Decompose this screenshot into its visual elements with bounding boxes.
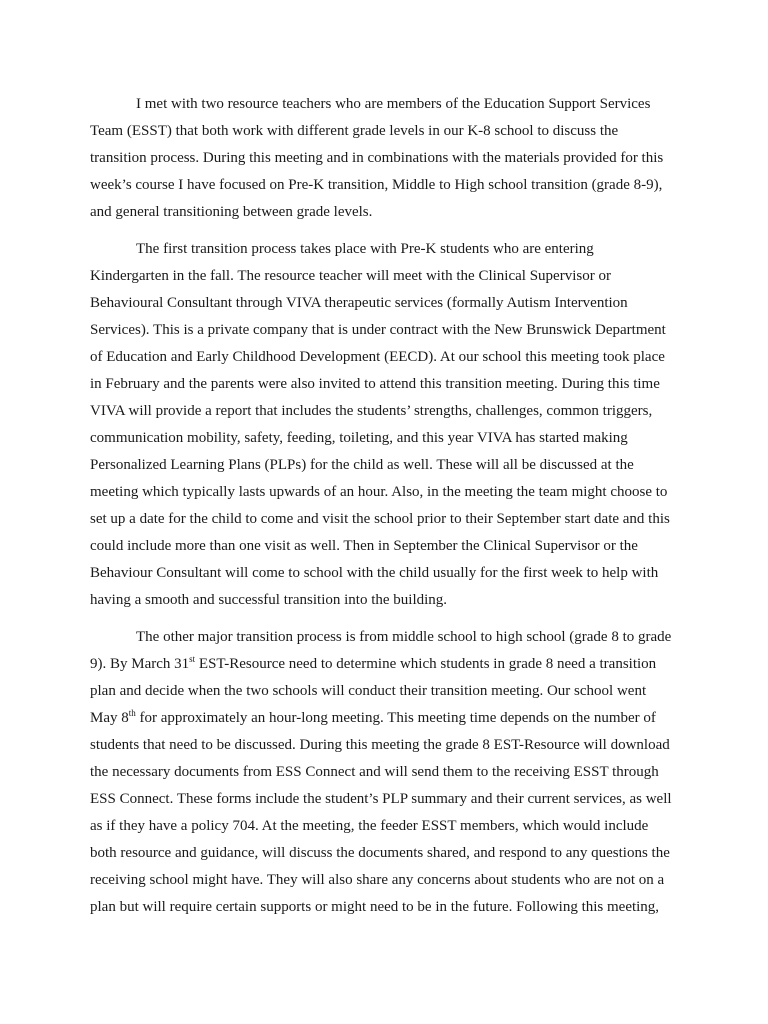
text-segment: VIVA will provide a report that includes the students’ strengths, challenges, common triggers, bbox=[90, 403, 653, 419]
text-line bbox=[90, 651, 684, 678]
text-segment: set up a date for the child to come and visit the school prior to their September start date and this bbox=[90, 511, 670, 527]
text-segment: 9). By March 31 bbox=[90, 656, 190, 672]
text-segment: plan and decide when the two schools will conduct their transition meeting. Our school went bbox=[90, 683, 647, 699]
text-line bbox=[90, 398, 684, 425]
text-line bbox=[90, 813, 684, 840]
text-segment: as if they have a policy 704. At the meeting, the feeder ESST members, which would include bbox=[90, 818, 649, 834]
text-line bbox=[90, 894, 684, 921]
text-segment: May 8 bbox=[90, 710, 129, 726]
text-line bbox=[90, 199, 684, 226]
text-segment: The first transition process takes place with Pre-K students who are entering bbox=[136, 241, 594, 257]
text-segment: ESS Connect. These forms include the student’s PLP summary and their current services, as well bbox=[90, 791, 672, 807]
text-line bbox=[90, 236, 684, 263]
document-body bbox=[90, 91, 684, 931]
text-segment: transition process. During this meeting and in combinations with the materials provided for this bbox=[90, 150, 664, 166]
text-line bbox=[90, 840, 684, 867]
paragraph bbox=[90, 91, 684, 226]
text-segment: The other major transition process is from middle school to high school (grade 8 to grade bbox=[136, 629, 672, 645]
text-line bbox=[90, 145, 684, 172]
text-line bbox=[90, 290, 684, 317]
text-segment: receiving school might have. They will also share any concerns about students who are not on a bbox=[90, 872, 665, 888]
text-segment: and general transitioning between grade levels. bbox=[90, 204, 373, 220]
text-line bbox=[90, 533, 684, 560]
text-line bbox=[90, 560, 684, 587]
text-segment: the necessary documents from ESS Connect and will send them to the receiving ESST through bbox=[90, 764, 659, 780]
text-line bbox=[90, 759, 684, 786]
text-line bbox=[90, 587, 684, 614]
text-line bbox=[90, 452, 684, 479]
text-line bbox=[90, 263, 684, 290]
text-line bbox=[90, 732, 684, 759]
text-line bbox=[90, 705, 684, 732]
text-segment: for approximately an hour-long meeting. This meeting time depends on the number of bbox=[135, 710, 656, 726]
text-line bbox=[90, 118, 684, 145]
paragraph bbox=[90, 624, 684, 921]
text-line bbox=[90, 867, 684, 894]
text-segment: week’s course I have focused on Pre-K transition, Middle to High school transition (grade 8-9), bbox=[90, 177, 663, 193]
text-segment: plan but will require certain supports or might need to be in the future. Following this meeting, bbox=[90, 899, 660, 915]
text-line bbox=[90, 425, 684, 452]
text-line bbox=[90, 371, 684, 398]
text-line bbox=[90, 786, 684, 813]
text-line bbox=[90, 479, 684, 506]
text-segment: meeting which typically lasts upwards of an hour. Also, in the meeting the team might choose to bbox=[90, 484, 668, 500]
text-segment: Personalized Learning Plans (PLPs) for the child as well. These will all be discussed at the bbox=[90, 457, 634, 473]
text-line bbox=[90, 624, 684, 651]
text-segment: both resource and guidance, will discuss the documents shared, and respond to any questions the bbox=[90, 845, 670, 861]
text-segment: could include more than one visit as well. Then in September the Clinical Supervisor or the bbox=[90, 538, 638, 554]
text-line bbox=[90, 506, 684, 533]
text-segment: Kindergarten in the fall. The resource teacher will meet with the Clinical Supervisor or bbox=[90, 268, 611, 284]
text-line bbox=[90, 91, 684, 118]
text-segment: Behavioural Consultant through VIVA therapeutic services (formally Autism Intervention bbox=[90, 295, 628, 311]
text-segment: Team (ESST) that both work with different grade levels in our K-8 school to discuss the bbox=[90, 123, 619, 139]
text-segment: communication mobility, safety, feeding, toileting, and this year VIVA has started making bbox=[90, 430, 628, 446]
paragraph bbox=[90, 236, 684, 614]
text-line bbox=[90, 678, 684, 705]
text-segment: in February and the parents were also invited to attend this transition meeting. During this time bbox=[90, 376, 660, 392]
text-line bbox=[90, 172, 684, 199]
text-segment: I met with two resource teachers who are members of the Education Support Services bbox=[136, 96, 651, 112]
superscript: st bbox=[189, 654, 196, 664]
text-segment: Behaviour Consultant will come to school with the child usually for the first week to help with bbox=[90, 565, 659, 581]
text-segment: of Education and Early Childhood Development (EECD). At our school this meeting took place bbox=[90, 349, 665, 365]
text-line bbox=[90, 317, 684, 344]
text-segment: students that need to be discussed. During this meeting the grade 8 EST-Resource will download bbox=[90, 737, 670, 753]
text-line bbox=[90, 344, 684, 371]
superscript: th bbox=[128, 708, 136, 718]
text-segment: having a smooth and successful transition into the building. bbox=[90, 592, 448, 608]
text-segment: EST-Resource need to determine which students in grade 8 need a transition bbox=[195, 656, 657, 672]
text-segment: Services). This is a private company that is under contract with the New Brunswick Department bbox=[90, 322, 666, 338]
